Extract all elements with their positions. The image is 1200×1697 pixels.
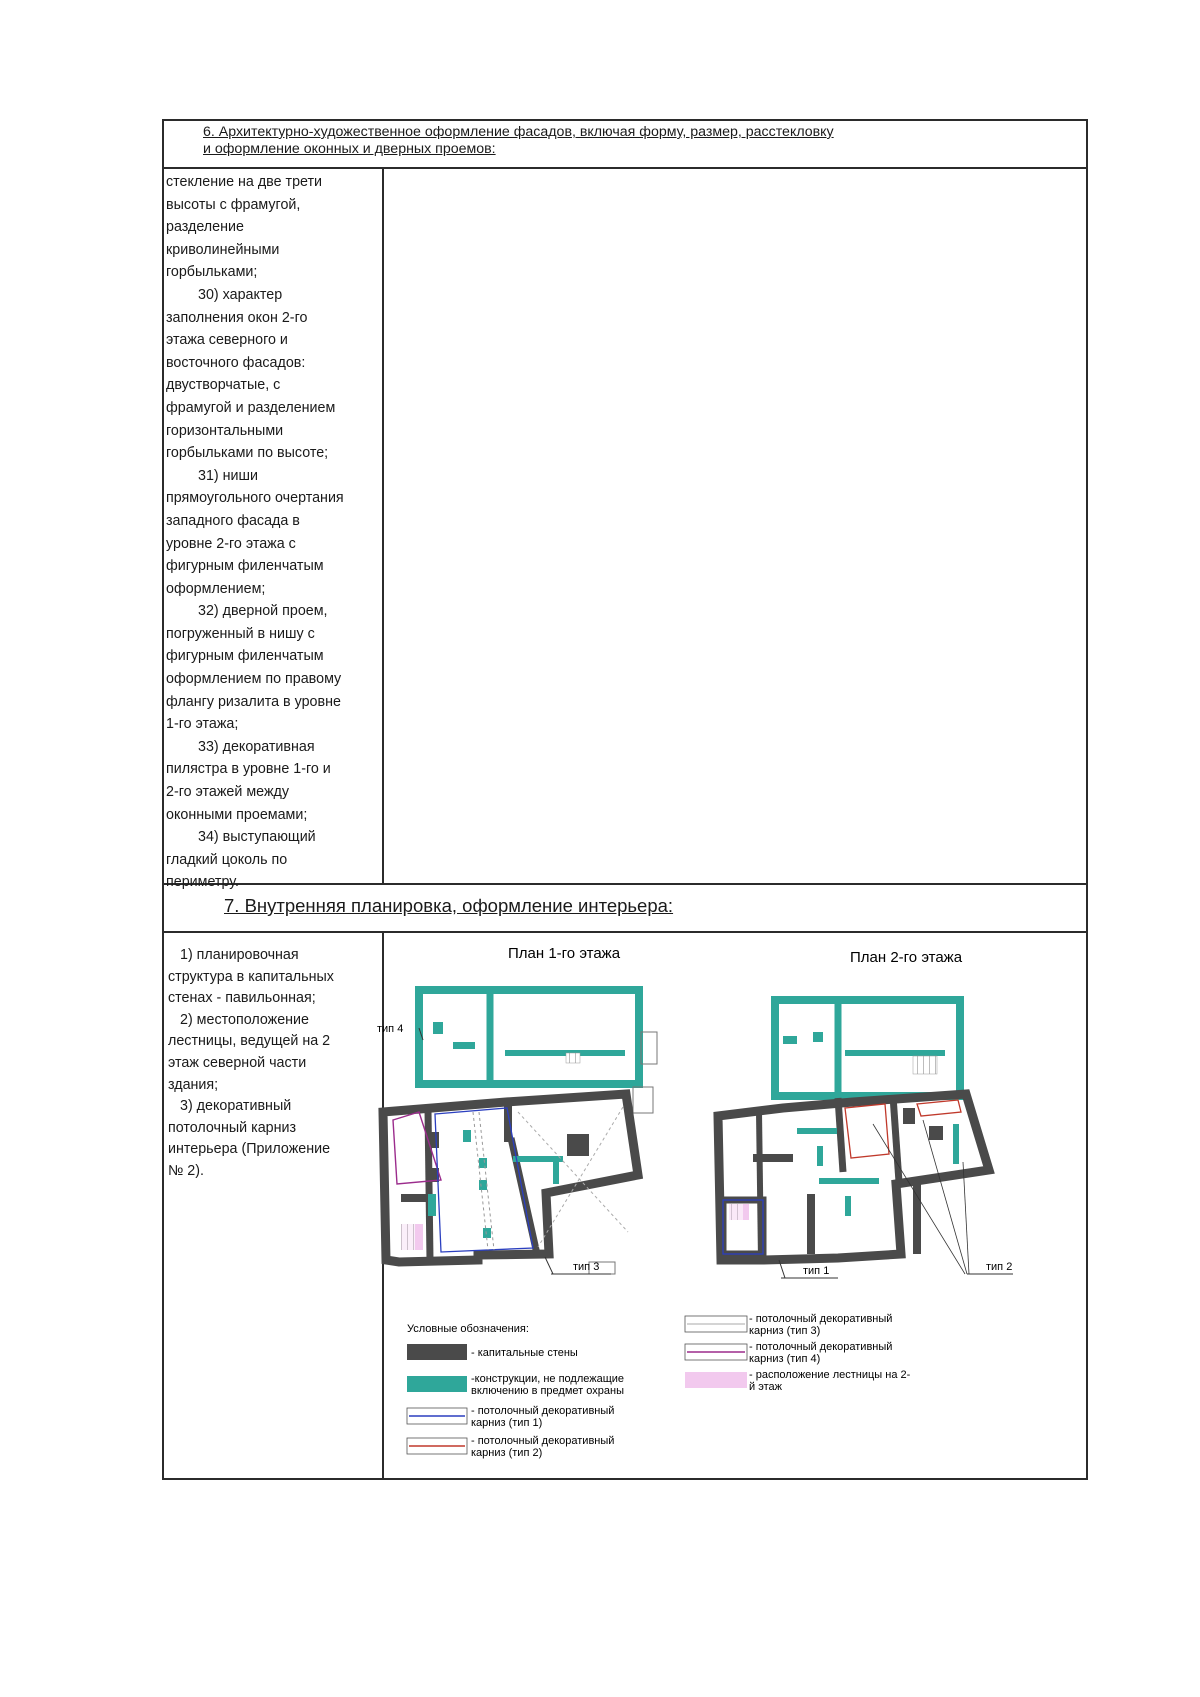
teal-wall <box>479 1180 487 1190</box>
text-line: здания; <box>168 1076 219 1093</box>
stair-detail <box>729 1204 743 1220</box>
legend-label: включению в предмет охраны <box>471 1385 624 1397</box>
text-line: 2-го этажей между <box>166 784 290 801</box>
legend-label: - потолочный декоративный <box>471 1405 615 1417</box>
porch <box>633 1087 653 1113</box>
section6-heading-line: и оформление оконных и дверных проемов: <box>203 141 496 157</box>
wall-stub <box>753 1154 793 1162</box>
section6-text <box>166 171 384 894</box>
text-line: разделение <box>166 219 244 236</box>
text-line: периметру. <box>166 874 239 891</box>
legend-label: карниз (тип 4) <box>749 1353 821 1365</box>
capital-wall <box>838 1098 843 1172</box>
legend <box>407 1313 911 1459</box>
floor-plans <box>377 932 1088 1480</box>
legend-label: - потолочный декоративный <box>749 1341 893 1353</box>
cornice-tip2 <box>845 1104 889 1158</box>
teal-wall <box>428 1194 436 1216</box>
text-line: восточного фасадов: <box>166 354 306 371</box>
text-line: заполнения окон 2-го <box>166 309 308 326</box>
text-line: оформлением по правому <box>166 671 342 688</box>
teal-wall <box>845 1196 851 1216</box>
callout-tip1: тип 1 <box>803 1265 830 1277</box>
teal-wall <box>817 1146 823 1166</box>
teal-wall <box>483 1228 491 1238</box>
text-line: интерьера (Приложение <box>168 1141 331 1158</box>
legend-label: - расположение лестницы на 2- <box>749 1369 911 1381</box>
teal-wall <box>845 1050 945 1056</box>
legend-swatch-walls <box>407 1344 467 1360</box>
text-line: 32) дверной проем, <box>198 603 328 620</box>
teal-wall <box>953 1124 959 1164</box>
text-line: гладкий цоколь по <box>166 851 288 868</box>
teal-wall <box>797 1128 837 1134</box>
text-line: оформлением; <box>166 580 266 597</box>
callout-line <box>545 1257 553 1274</box>
text-line: 33) декоративная <box>198 738 315 755</box>
capital-wall <box>913 1182 921 1254</box>
plan2-title: План 2-го этажа <box>850 949 963 966</box>
wall-stub <box>401 1194 427 1202</box>
pillar <box>903 1108 915 1124</box>
text-line: двустворчатые, с <box>166 377 281 394</box>
plan2 <box>718 1000 1013 1278</box>
legend-label: - потолочный декоративный <box>749 1313 893 1325</box>
teal-wall <box>783 1036 797 1044</box>
text-line: 30) характер <box>198 286 283 303</box>
text-line: оконными проемами; <box>166 806 308 823</box>
text-line: 3) декоративный <box>180 1098 292 1115</box>
section7-heading: 7. Внутренняя планировка, оформление интерьера: <box>224 895 674 916</box>
teal-block <box>419 990 639 1084</box>
teal-wall <box>813 1032 823 1042</box>
legend-label: -конструкции, не подлежащие <box>471 1373 625 1385</box>
stair-detail <box>401 1224 415 1250</box>
porch <box>641 1032 657 1064</box>
legend-label: й этаж <box>749 1381 782 1393</box>
text-line: западного фасада в <box>166 512 300 529</box>
text-line: лестницы, ведущей на 2 <box>168 1033 331 1050</box>
teal-wall <box>433 1022 443 1034</box>
text-line: потолочный карниз <box>168 1119 297 1136</box>
callout-tip3: тип 3 <box>573 1261 600 1273</box>
text-line: структура в капитальных <box>168 968 334 985</box>
legend-label: карниз (тип 3) <box>749 1325 821 1337</box>
legend-label: - потолочный декоративный <box>471 1435 615 1447</box>
text-line: стенах - павильонная; <box>168 990 316 1007</box>
plan1-title: План 1-го этажа <box>508 945 621 962</box>
text-line: горизонтальными <box>166 422 284 439</box>
pillar <box>427 1132 439 1148</box>
teal-wall <box>453 1042 475 1049</box>
dashed-line <box>518 1112 628 1232</box>
floor-plans-drawing <box>377 932 1088 1480</box>
legend-label: карниз (тип 2) <box>471 1447 543 1459</box>
teal-wall <box>553 1160 559 1184</box>
text-line: фигурным филенчатым <box>166 648 324 665</box>
text-line: прямоугольного очертания <box>166 490 344 507</box>
teal-block <box>775 1000 960 1096</box>
stair-detail <box>913 1056 937 1074</box>
callout-tip4: тип 4 <box>377 1023 404 1035</box>
pillar <box>567 1134 589 1156</box>
teal-wall <box>505 1050 625 1056</box>
text-line: 1) планировочная <box>180 947 299 963</box>
text-line: 34) выступающий <box>198 829 316 846</box>
text-line: криволинейными <box>166 241 280 258</box>
text-line: высоты с фрамугой, <box>166 196 301 213</box>
callout-line <box>963 1162 969 1274</box>
section6-heading <box>203 124 1063 158</box>
text-line: флангу ризалита в уровне <box>166 693 341 710</box>
legend-label: карниз (тип 1) <box>471 1417 543 1429</box>
legend-label: - капитальные стены <box>471 1347 578 1359</box>
text-line: 2) местоположение <box>180 1011 309 1028</box>
legend-title: Условные обозначения: <box>407 1323 529 1335</box>
pillar <box>929 1126 943 1140</box>
text-line: стекление на две трети <box>166 174 323 190</box>
teal-wall <box>819 1178 879 1184</box>
plan1 <box>377 990 657 1274</box>
text-line: этаж северной части <box>168 1054 307 1071</box>
teal-wall <box>479 1158 487 1168</box>
text-line: 1-го этажа; <box>166 716 239 733</box>
text-line: уровне 2-го этажа с <box>166 535 296 552</box>
text-line: фрамугой и разделением <box>166 399 336 416</box>
text-line: пилястра в уровне 1-го и <box>166 761 331 778</box>
teal-wall <box>463 1130 471 1142</box>
stair-detail <box>566 1053 580 1063</box>
section7-text <box>168 945 386 1183</box>
text-line: этажа северного и <box>166 332 288 349</box>
legend-swatch-stair <box>685 1372 747 1388</box>
callout-line <box>923 1120 967 1274</box>
cornice-tip2 <box>917 1100 961 1116</box>
text-line: фигурным филенчатым <box>166 558 324 575</box>
text-line: горбыльками по высоте; <box>166 445 329 462</box>
text-line: горбыльками; <box>166 264 258 281</box>
callout-tip2: тип 2 <box>986 1261 1013 1273</box>
section6-heading-line: 6. Архитектурно-художественное оформление фасадов, включая форму, размер, расстекловку <box>203 124 834 140</box>
capital-wall <box>893 1096 899 1182</box>
legend-swatch-teal <box>407 1376 467 1392</box>
row-divider <box>162 167 1088 169</box>
text-line: 31) ниши <box>198 467 258 484</box>
text-line: погруженный в нишу с <box>166 625 315 642</box>
capital-wall <box>807 1194 815 1254</box>
text-line: № 2). <box>168 1162 204 1179</box>
